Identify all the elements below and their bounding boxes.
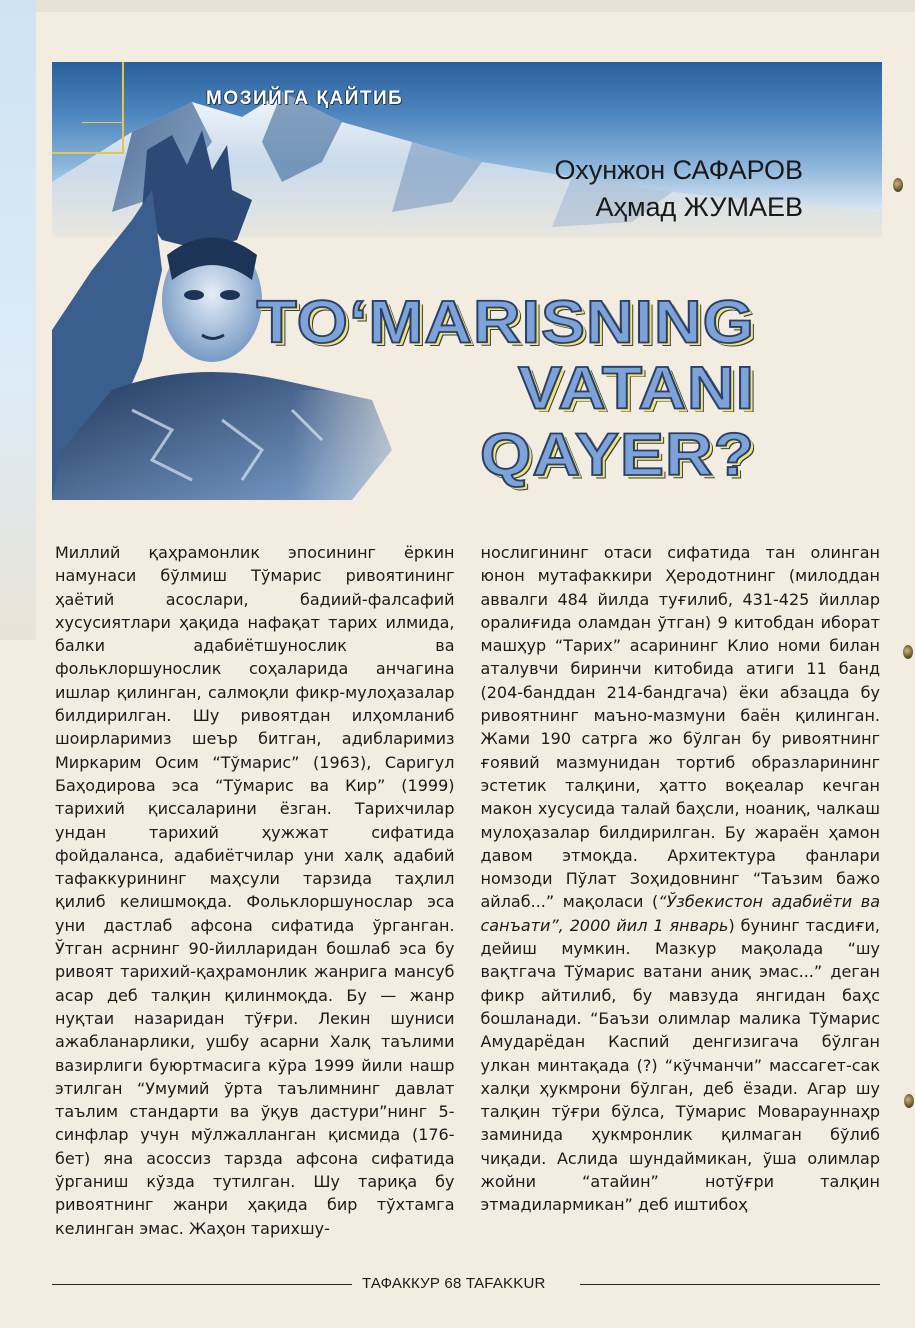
title-line-1: TO‘MARISNING — [256, 287, 755, 356]
article-title — [257, 288, 755, 487]
footer-page-label: ТАФАККУР 68 TAFAKKUR — [362, 1275, 546, 1292]
col2-text-b: ) бунинг тасдиғи, дейиш мумкин. Мазкур мақолада “шу вақтгача Тўмарис ватани аниқ эмас...” деган фикр айтилиб, бу мавзуда янгидан баҳс бошланади. “Баъзи олимлар малика Тўмарис Амударёдан Каспий денгизигача бўлган улкан минтақада (?) “кўчманчи” массагет-сак халқи ҳукмрони бўлган, деб ёзади. Агар шу талқин тўғри бўлса, Тўмарис Моварауннаҳр заминида ҳукмронлик қилмаган бўлиб чиқади. Аслида шундаймикан, ўша олимлар жойни “атайин” нотўғри талқин этмадилармикан” деб иштибоҳ — [480, 915, 880, 1215]
banner-grid-accent-inner — [82, 62, 123, 123]
section-label: МОЗИЙГА ҚАЙТИБ — [206, 88, 404, 109]
text-column-1 — [55, 541, 455, 1281]
title-line-2: VATANI — [518, 353, 755, 422]
text-column-2 — [481, 541, 881, 1281]
author-name-1: Охунжон САФАРОВ — [554, 155, 803, 185]
authors-block — [555, 152, 803, 226]
author-name-2: Аҳмад ЖУМАЕВ — [595, 192, 803, 222]
title-line-3: QAYER? — [480, 419, 755, 488]
paragraph-col2 — [481, 541, 881, 1217]
article-body — [55, 541, 880, 1281]
paragraph-col1: Миллий қаҳрамонлик эпосининг ёркин намунаси бўлмиш Тўмарис ривоятининг ҳаётий асослари, бадиий-фалсафий хусусиятлари ҳақида нафақат тарих илмида, балки адабиётшунослик ва фольклоршунослик соҳаларида анчагина ишлар қилинган, салмоқли фикр-мулоҳазалар билдирилган. Шу ривоятдан илҳомланиб шоирларимиз шеър битган, адибларимиз Миркарим Осим “Тўмарис” (1963), Саригул Баҳодирова эса “Тўмарис ва Кир” (1999) тарихий қиссаларини ёзган. Тарихчилар ундан тарихий ҳужжат сифатида фойдаланса, адабиётчилар уни халқ адабий тафаккурининг маҳсули тарзида таҳлил қилиб келишмоқда. Фольклоршунослар эса уни дастлаб афсона сифатида ўрганган. Ўтган асрнинг 90-йилларидан бошлаб эса бу ривоят тарихий-қаҳрамонлик жанрига мансуб асар деб талқин қилинмоқда. Бу — жанр нуқтаи назаридан тўғри. Лекин шуниси ажабланарлики, ушбу асарни Халқ таълими вазирлиги буюртмасига кўра 1999 йили нашр этилган “Умумий ўрта таълимнинг давлат таълим стандарти ва ўқув дастури”нинг 5-синфлар учун мўлжалланган қисмида (176-бет) яна асоссиз тарзда афсона сифатида ўрганиш кўзда тутилган. Шу тариқа бу ривоятнинг жанри ҳақида бир тўхтамга келинган эмас. Жаҳон тарихшу- — [55, 543, 455, 1238]
footer-rule-left — [52, 1284, 352, 1285]
col2-text-a: нослигининг отаси сифатида тан олинган юнон мутафаккири Ҳеродотнинг (милоддан аввалги 484 йилда туғилиб, 431-425 йиллар оралиғида оламдан ўтган) 9 китобдан иборат машҳур “Тарих” асарининг Клио номи билан аталувчи биринчи китобида атиги 11 банд (204-банддан 214-бандгача) ёки абзацда бу ривоятнинг маъно-мазмуни баён қилинган. Жами 190 сатрга жо бўлган бу ривоятнинг ғоявий мазмунидан тортиб образларининг эстетик талқини, ҳатто воқеалар кечган макон хусусида талай баҳсли, ноаниқ, чалкаш мулоҳазалар билдирилган. Бу жараён ҳамон давом этмоқда. Архитектура фанлари номзоди Пўлат Зоҳидовнинг “Таъзим бажо айлаб...” мақоласи ( — [480, 543, 880, 912]
binding-pin-icon — [893, 178, 903, 192]
col2-citation-italic: “Ўзбекистон адабиёти ва санъати”, 2000 йил 1 январь — [480, 892, 880, 935]
footer-rule-right — [580, 1284, 880, 1285]
corner-color-band — [0, 0, 36, 640]
top-strip — [0, 0, 915, 12]
binding-pin-icon — [903, 645, 913, 659]
binding-pin-icon — [904, 1094, 914, 1108]
